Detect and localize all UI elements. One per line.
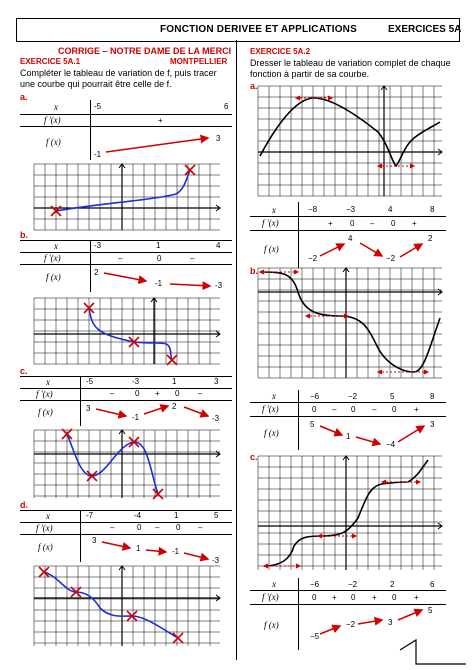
city-label: MONTPELLIER (170, 57, 228, 66)
header-title: FONCTION DERIVEE ET APPLICATIONS (160, 24, 357, 35)
part-d-label: d. (20, 500, 28, 510)
left-exercise-title: EXERCICE 5A.1 (20, 57, 81, 66)
right-part-c-label: c. (250, 452, 258, 462)
part-a-label: a. (20, 92, 28, 102)
right-instruction: Dresser le tableau de variation complet de chaque fonction à partir de sa courbe. (250, 58, 451, 79)
part-b-label: b. (20, 230, 28, 240)
corrige-title: CORRIGE – NOTRE DAME DE LA MERCI (58, 46, 232, 56)
header-exercise: EXERCICES 5A (388, 24, 462, 35)
right-part-b-label: b. (250, 266, 258, 276)
left-instruction: Compléter le tableau de variation de f, puis tracer une courbe qui pourrait être celle de f. (20, 68, 217, 89)
part-c-label: c. (20, 366, 28, 376)
right-part-a-label: a. (250, 81, 258, 91)
right-exercise-title: EXERCICE 5A.2 (250, 47, 311, 56)
